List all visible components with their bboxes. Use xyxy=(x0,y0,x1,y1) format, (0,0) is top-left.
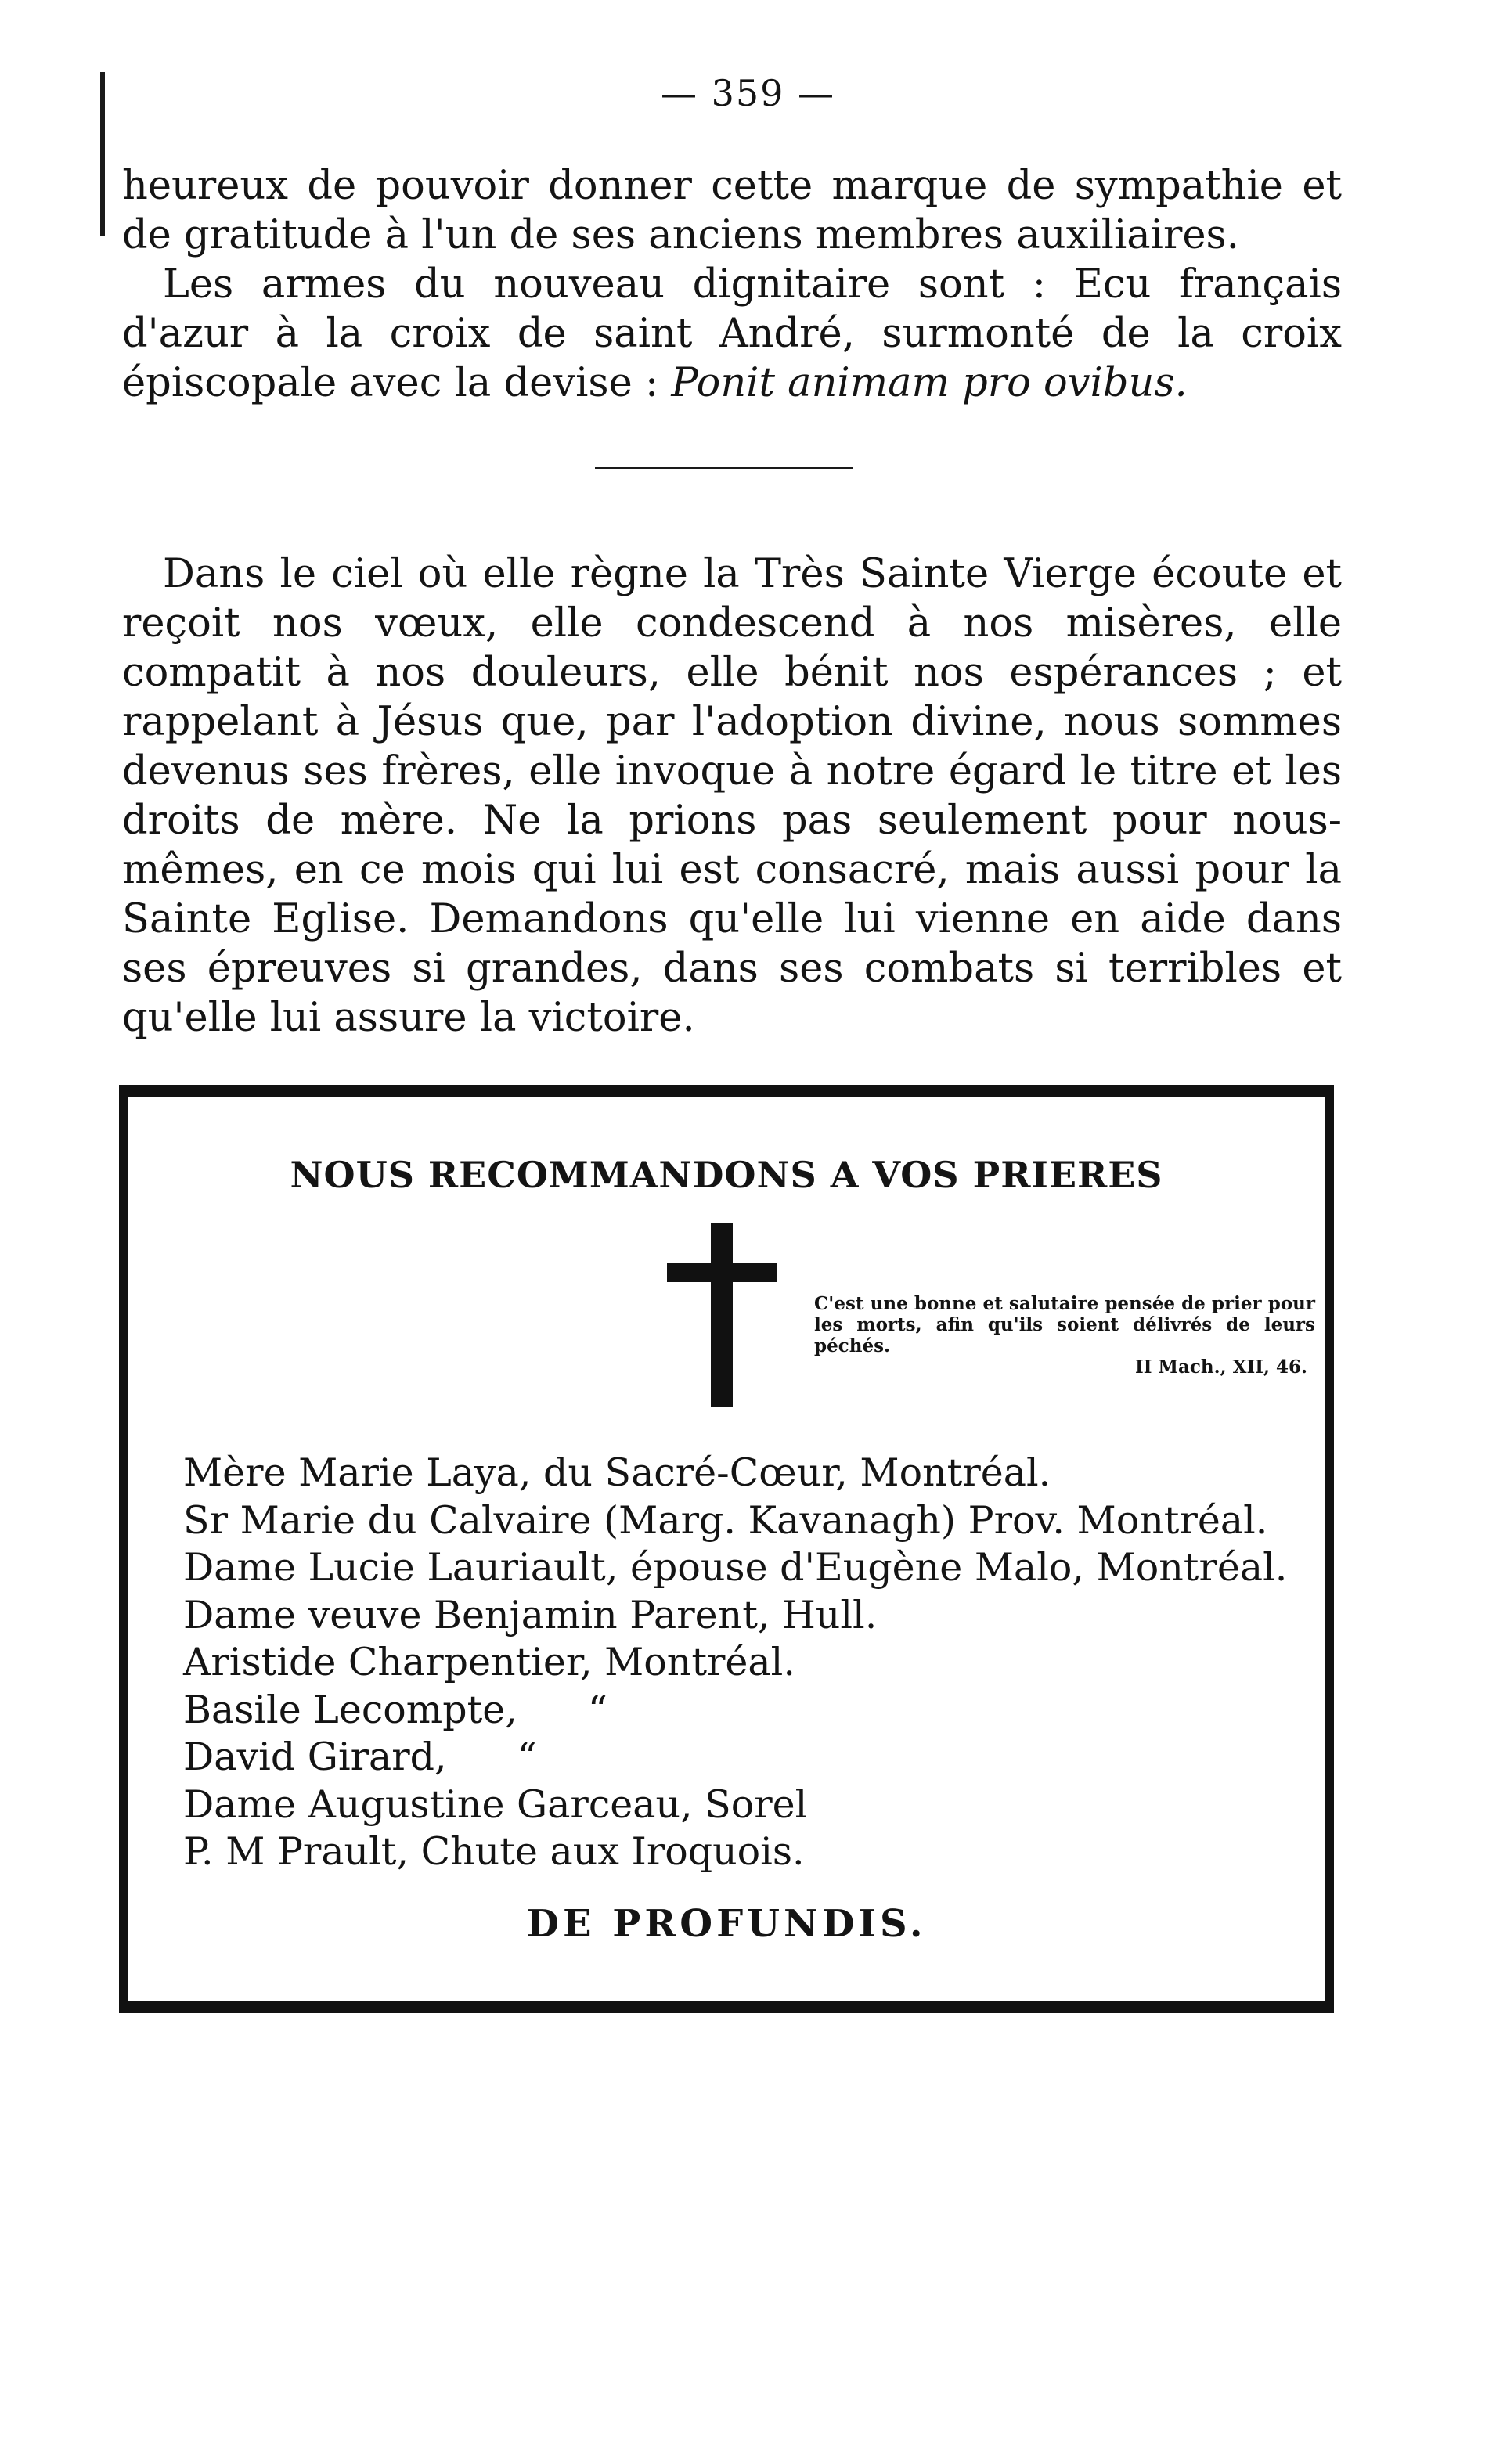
list-item: Dame Augustine Garceau, Sorel xyxy=(183,1781,808,1827)
arms-text: Les armes du nouveau dignitaire sont : Ecu français d'azur à la croix de saint André, surmonté de la croix épiscopale avec la devise : xyxy=(122,261,1342,406)
scripture-quote xyxy=(814,1293,1315,1378)
paragraph-virgin: Dans le ciel où elle règne la Très Sainte Vierge écoute et reçoit nos vœux, elle condescend à nos misères, elle compatit à nos douleurs, elle bénit nos espérances ; et rappelant à Jésus que, par l'adoption divine, nous sommes devenus ses frères, elle invoque à notre égard le titre et les droits de mère. Ne la prions pas seulement pour nous-mêmes, en ce mois qui lui est consacré, mais aussi pour la Sainte Eglise. Demandons qu'elle lui vienne en aide dans ses épreuves si grandes, dans ses combats si terribles et qu'elle lui assure la victoire. xyxy=(122,551,1342,1041)
section-separator xyxy=(595,467,853,469)
ditto-mark: “ xyxy=(517,1735,537,1779)
quote-reference: II Mach., XII, 46. xyxy=(1134,1356,1307,1378)
paragraph-arms xyxy=(122,260,1342,408)
list-item: Basile Lecompte, “ xyxy=(183,1687,1310,1735)
list-item: David Girard, “ xyxy=(183,1734,1310,1781)
list-item: Mère Marie Laya, du Sacré-Cœur, Montréal. xyxy=(183,1450,1051,1495)
list-item: Sr Marie du Calvaire (Marg. Kavanagh) Prov. Montréal. xyxy=(183,1497,1268,1543)
list-item: Aristide Charpentier, Montréal. xyxy=(183,1640,795,1684)
top-text xyxy=(122,161,1342,408)
closing-prayer: DE PROFUNDIS. xyxy=(526,1902,927,1946)
main-text xyxy=(122,549,1342,1043)
obituary-heading: NOUS RECOMMANDONS A VOS PRIERES xyxy=(290,1154,1163,1196)
cross-icon xyxy=(667,1223,777,1410)
page-number: — 359 — xyxy=(660,72,836,114)
list-item: Dame veuve Benjamin Parent, Hull. xyxy=(183,1592,878,1637)
ditto-mark: “ xyxy=(587,1687,607,1732)
paragraph-continuation: heureux de pouvoir donner cette marque de sympathie et de gratitude à l'un de ses anciens membres auxiliaires. xyxy=(122,163,1342,258)
motto: Ponit animam pro ovibus. xyxy=(671,360,1188,406)
list-item: P. M Prault, Chute aux Iroquois. xyxy=(183,1829,805,1874)
obituary-box xyxy=(119,1085,1334,2013)
deceased-list xyxy=(183,1450,1310,1876)
list-item: Dame Lucie Lauriault, épouse d'Eugène Malo, Montréal. xyxy=(183,1545,1288,1590)
quote-text: C'est une bonne et salutaire pensée de prier pour les morts, afin qu'ils soient délivrés de leurs péchés. xyxy=(814,1293,1315,1356)
